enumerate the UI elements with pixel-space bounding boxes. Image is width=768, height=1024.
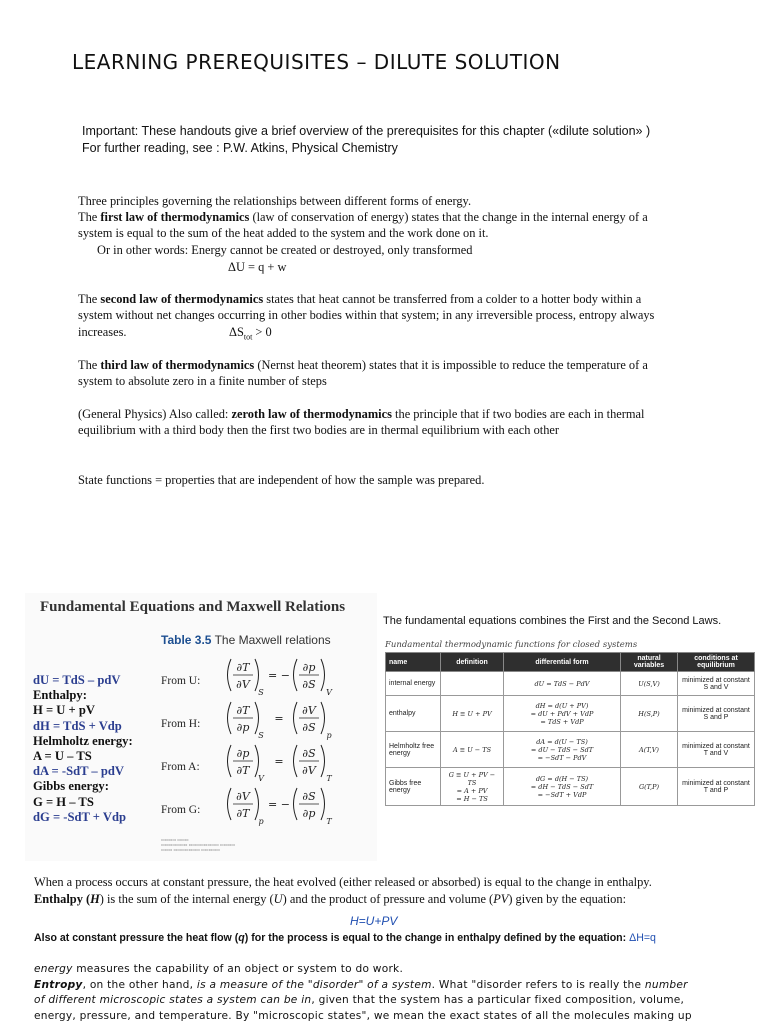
held-constant: T: [326, 817, 332, 826]
second-law-equation: [229, 324, 272, 346]
heat-flow-equation: ΔH=q: [629, 932, 656, 944]
second-law-eq-sub: tot: [243, 332, 253, 342]
maxwell-table-label: Table 3.5: [161, 633, 212, 647]
entropy-line-3-it: of different microscopic states a system can be in: [34, 994, 312, 1006]
entropy-line-2-it: is a measure of the "disorder" of a system: [196, 978, 432, 991]
entropy-line-2-it2: number: [644, 978, 688, 991]
differential-cell: dH = d(U + PV) = dU + PdV + VdP = TdS + VdP: [504, 696, 621, 732]
parenthesis: [321, 745, 325, 777]
thermo-table-caption: Fundamental thermodynamic functions for closed systems: [385, 640, 638, 650]
header-conditions: conditions at equilibrium: [678, 653, 755, 672]
second-law-eq-tail: > 0: [252, 325, 272, 339]
equation-line: dH = TdS + Vdp: [33, 718, 122, 733]
parenthesis: [321, 788, 325, 820]
equation-line: G = H – TS: [33, 794, 94, 809]
conditions-cell: minimized at constant S and V: [678, 672, 755, 696]
thermo-functions-table: [385, 652, 755, 806]
held-constant: V: [258, 774, 264, 783]
from-label-a: From A:: [161, 761, 200, 773]
table-row: [386, 696, 755, 732]
zeroth-law-text: the principle that if two bodies are each in thermal equilibrium with a third body then the first two bodies are in thermal equilibrium with each other: [78, 407, 645, 438]
first-law-text: (law of conservation of energy) states that the change in the internal energy of a system is equal to the sum of the heat added to the system and the work done on it.: [78, 210, 648, 241]
parenthesis: [228, 702, 232, 734]
enthalpy-text-d: ) given by the equation:: [508, 892, 627, 906]
parenthesis: [228, 788, 232, 820]
table-row: [386, 732, 755, 768]
conditions-cell: minimized at constant T and V: [678, 732, 755, 768]
equality-sign: = −: [268, 669, 290, 682]
partial-denominator: ∂S: [302, 721, 316, 734]
held-constant: S: [258, 731, 264, 740]
entropy-line-1-text: measures the capability of an object or system to do work.: [72, 963, 404, 975]
name-cell: Gibbs free energy: [386, 768, 441, 806]
parenthesis: [294, 702, 298, 734]
important-note: [82, 123, 650, 157]
parenthesis: [255, 659, 259, 691]
header-differential: differential form: [504, 653, 621, 672]
definition-cell: G ≡ U + PV − TS = A + PV = H − TS: [441, 768, 504, 806]
header-variables: natural variables: [621, 653, 678, 672]
third-law-pre: The: [78, 358, 101, 372]
second-law-text: states that heat cannot be transferred from a colder to a hotter body within a system without net changes occurring in other bodies within that system; in any irreversible process, entropy always increases.: [78, 292, 655, 339]
pv-symbol: PV: [493, 892, 509, 906]
energy-term: energy: [34, 963, 73, 975]
parenthesis: [294, 659, 298, 691]
conditions-cell: minimized at constant T and P: [678, 768, 755, 806]
entropy-line-3: [34, 993, 754, 1009]
important-line-1: Important: These handouts give a brief overview of the prerequisites for this chapter («dilute solution» ): [82, 124, 651, 138]
figure-credit: ▭▭▭▭ ▭▭▭ ▭▭▭▭▭▭▭ ▭▭▭▭▭▭▭▭ ▭▭▭▭ ▭▭▭ ▭▭▭▭▭▭▭ ▭▭▭▭▭: [161, 837, 236, 852]
equality-sign: =: [274, 755, 284, 768]
equation-line: dA = -SdT – pdV: [33, 764, 124, 779]
page-title: LEARNING PREREQUISITES – DILUTE SOLUTION: [72, 50, 561, 74]
fundamental-equations-caption: The fundamental equations combines the First and the Second Laws.: [383, 615, 722, 627]
zeroth-law-term: zeroth law of thermodynamics: [231, 407, 392, 421]
conditions-cell: minimized at constant S and P: [678, 696, 755, 732]
entropy-line-1: [34, 962, 754, 978]
heat-flow-text-b: ) for the process is equal to the change in enthalpy defined by the equation:: [244, 932, 630, 944]
enthalpy-term: Enthalpy (: [34, 892, 91, 906]
partial-numerator: ∂V: [236, 790, 250, 803]
second-law-term: second law of thermodynamics: [100, 292, 264, 306]
parenthesis: [228, 659, 232, 691]
maxwell-table-name: The Maxwell relations: [211, 633, 331, 647]
partial-numerator: ∂S: [302, 747, 316, 760]
zeroth-law-pre: (General Physics) Also called:: [78, 407, 232, 421]
first-law-term: first law of thermodynamics: [100, 210, 250, 224]
entropy-line-4: energy, pressure, and temperature. By "microscopic states", we mean the exact states of all the molecules making up: [34, 1009, 692, 1022]
first-law: [78, 209, 668, 242]
maxwell-heading: Fundamental Equations and Maxwell Relations: [40, 599, 346, 615]
enthalpy-text-c: ) and the product of pressure and volume (: [282, 892, 494, 906]
partial-denominator: ∂p: [302, 807, 316, 820]
parenthesis: [294, 788, 298, 820]
definition-cell: H ≡ U + PV: [441, 696, 504, 732]
state-functions: State functions = properties that are independent of how the sample was prepared.: [78, 473, 485, 487]
partial-numerator: ∂S: [302, 790, 316, 803]
important-line-2: For further reading, see : P.W. Atkins, Physical Chemistry: [82, 141, 398, 155]
entropy-line-2-b: . What "disorder refers to is really the: [431, 978, 645, 991]
thermo-functions-figure: [385, 640, 757, 812]
table-row: [386, 672, 755, 696]
equation-line: Helmholtz energy:: [33, 733, 133, 748]
maxwell-table-title: [161, 633, 331, 647]
zeroth-law: [78, 406, 678, 439]
table-row: [386, 768, 755, 806]
enthalpy-intro: When a process occurs at constant pressure, the heat evolved (either released or absorbed) is equal to the change in enthalpy.: [34, 875, 652, 889]
differential-cell: dG = d(H − TS) = dH − TdS − SdT = −SdT + VdP: [504, 768, 621, 806]
first-law-other-words: Or in other words: Energy cannot be created or destroyed, only transformed: [97, 243, 473, 257]
name-cell: enthalpy: [386, 696, 441, 732]
third-law: [78, 357, 668, 390]
parenthesis: [294, 745, 298, 777]
fundamental-equations: [33, 673, 133, 825]
second-law-eq-main: ΔS: [229, 325, 244, 339]
partial-denominator: ∂V: [236, 678, 250, 691]
from-label-h: From H:: [161, 718, 201, 730]
partial-numerator: ∂p: [302, 661, 316, 674]
second-law: [78, 291, 670, 340]
header-definition: definition: [441, 653, 504, 672]
differential-cell: dA = d(U − TS) = dU − TdS − SdT = −SdT − PdV: [504, 732, 621, 768]
entropy-line-2: [34, 978, 754, 994]
differential-cell: dU = TdS − PdV: [504, 672, 621, 696]
partial-denominator: ∂p: [236, 721, 250, 734]
partial-numerator: ∂T: [236, 704, 250, 717]
enthalpy-text-b: ) is the sum of the internal energy (: [99, 892, 274, 906]
held-constant: S: [258, 688, 264, 697]
name-cell: Helmholtz free energy: [386, 732, 441, 768]
heat-flow-text-a: Also at constant pressure the heat flow (: [34, 932, 239, 944]
equation-line: Enthalpy:: [33, 688, 87, 703]
laws-intro: Three principles governing the relationships between different forms of energy.: [78, 194, 472, 208]
enthalpy-definition: [34, 891, 626, 907]
partial-denominator: ∂S: [302, 678, 316, 691]
held-constant: p: [258, 817, 264, 826]
partial-numerator: ∂V: [302, 704, 316, 717]
maxwell-relations: [223, 657, 373, 837]
partial-numerator: ∂p: [236, 747, 250, 760]
held-constant: p: [326, 731, 332, 740]
table-header-row: [386, 653, 755, 672]
parenthesis: [321, 659, 325, 691]
maxwell-figure: [25, 593, 377, 861]
name-cell: internal energy: [386, 672, 441, 696]
partial-denominator: ∂T: [236, 807, 250, 820]
equation-line: dU = TdS – pdV: [33, 673, 121, 687]
equation-line: dG = -SdT + Vdp: [33, 809, 126, 824]
partial-denominator: ∂V: [302, 764, 316, 777]
first-law-equation: ΔU = q + w: [228, 260, 287, 274]
parenthesis: [255, 745, 259, 777]
header-name: name: [386, 653, 441, 672]
third-law-text: (Nernst heat theorem) states that it is impossible to reduce the temperature of a system to absolute zero in a finite number of steps: [78, 358, 648, 389]
equation-line: A = U – TS: [33, 749, 92, 764]
variables-cell: A(T,V): [621, 732, 678, 768]
from-label-g: From G:: [161, 804, 201, 816]
entropy-line-3-text: , given that the system has a particular fixed composition, volume,: [311, 994, 685, 1006]
first-law-pre: The: [78, 210, 101, 224]
partial-denominator: ∂T: [236, 764, 250, 777]
enthalpy-equation: H=U+PV: [350, 914, 398, 928]
from-label-u: From U:: [161, 675, 201, 687]
equation-line: Gibbs energy:: [33, 779, 109, 794]
parenthesis: [255, 702, 259, 734]
equation-line: H = U + pV: [33, 703, 95, 718]
variables-cell: U(S,V): [621, 672, 678, 696]
variables-cell: H(S,P): [621, 696, 678, 732]
heat-flow-statement: [34, 932, 656, 944]
entropy-term: Entropy: [34, 978, 83, 991]
parenthesis: [321, 702, 325, 734]
equality-sign: = −: [268, 798, 290, 811]
held-constant: T: [326, 774, 332, 783]
definition-cell: [441, 672, 504, 696]
equality-sign: =: [274, 712, 284, 725]
third-law-term: third law of thermodynamics: [100, 358, 255, 372]
parenthesis: [228, 745, 232, 777]
second-law-pre: The: [78, 292, 101, 306]
parenthesis: [255, 788, 259, 820]
held-constant: V: [326, 688, 332, 697]
heat-flow-symbol: q: [238, 932, 245, 944]
variables-cell: G(T,P): [621, 768, 678, 806]
internal-energy-symbol: U: [273, 892, 283, 906]
partial-numerator: ∂T: [236, 661, 250, 674]
definition-cell: A ≡ U − TS: [441, 732, 504, 768]
entropy-line-2-a: , on the other hand,: [82, 978, 197, 991]
enthalpy-symbol: H: [90, 892, 100, 906]
entropy-section: [34, 962, 754, 1024]
